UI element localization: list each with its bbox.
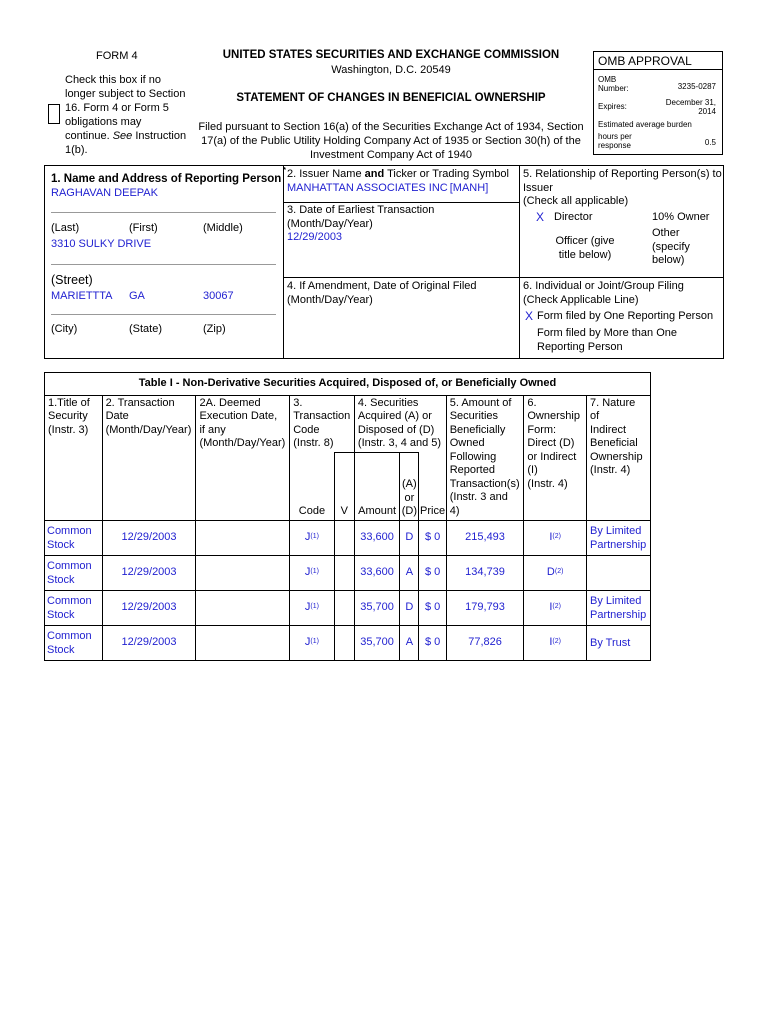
sub-header-price: Price — [419, 452, 446, 520]
amount-owned: 134,739 — [446, 555, 524, 590]
amount: 33,600 — [354, 555, 399, 590]
ownership-form: $I^{(2)}$ — [524, 590, 587, 625]
omb-approval-box — [593, 51, 723, 155]
price: $ 0 — [419, 625, 446, 660]
reporting-person-name: RAGHAVAN DEEPAK — [51, 187, 158, 199]
box5-label: 5. Relationship of Reporting Person(s) to Issuer (Check all applicable) — [523, 168, 722, 207]
amount: 35,700 — [354, 590, 399, 625]
street-value: 3310 SULKY DRIVE — [51, 238, 152, 250]
earliest-transaction-date: 12/29/2003 — [287, 231, 343, 243]
deemed-date — [196, 590, 290, 625]
ten-percent-owner-label: 10% Owner — [652, 211, 710, 223]
last-label: (Last) — [51, 222, 80, 234]
transaction-v — [334, 625, 354, 660]
omb-hours-value: 0.5 — [704, 138, 716, 147]
transaction-date: 12/29/2003 — [102, 555, 196, 590]
amount-owned: 77,826 — [446, 625, 524, 660]
box6-label: 6. Individual or Joint/Group Filing (Check Applicable Line) — [523, 280, 684, 306]
price: $ 0 — [419, 520, 446, 555]
omb-title: OMB APPROVAL — [594, 52, 722, 70]
transaction-code: $J^{(1)}$ — [290, 590, 334, 625]
acquired-or-disposed: D — [400, 520, 419, 555]
state-value: GA — [129, 290, 145, 302]
form-number: FORM 4 — [96, 50, 138, 62]
omb-number-label: OMB Number: — [598, 75, 629, 93]
col-header-code: 3. Transaction Code (Instr. 8) — [290, 395, 355, 452]
table-title: Table I - Non-Derivative Securities Acquired, Disposed of, or Beneficially Owned — [45, 373, 651, 396]
acquired-or-disposed: A — [400, 555, 419, 590]
checkbox-instruction-text: Check this box if no longer subject to Section 16. Form 4 or Form 5 obligations may continue. See Instruction 1(b). — [65, 74, 187, 156]
col-header-title: 1.Title of Security (Instr. 3) — [45, 395, 103, 520]
omb-number-value: 3235-0287 — [677, 82, 716, 91]
deemed-date — [196, 625, 290, 660]
col-header-amount-owned: 5. Amount of Securities Beneficially Owned Following Reported Transaction(s) (Instr. 3 and 4) — [446, 395, 524, 520]
filed-pursuant-text: Filed pursuant to Section 16(a) of the Securities Exchange Act of 1934, Section 17(a) of the Public Utility Holding Company Act of 1935 or Section 30(h) of the Investment Company Act of 1940 — [198, 121, 584, 161]
security-title: Common Stock — [45, 520, 103, 555]
commission-title: UNITED STATES SECURITIES AND EXCHANGE COMMISSION — [222, 49, 560, 61]
director-label: Director — [554, 211, 593, 223]
non-derivative-table — [44, 372, 651, 661]
other-label: Other (specify below) — [652, 227, 690, 266]
middle-label: (Middle) — [203, 222, 243, 234]
omb-expires-label: Expires: — [598, 102, 627, 111]
reporting-info-box — [44, 165, 724, 359]
omb-burden-label: Estimated average burden — [598, 120, 692, 129]
transaction-date: 12/29/2003 — [102, 520, 196, 555]
nature-of-ownership — [586, 555, 650, 590]
omb-expires-value: December 31, 2014 — [665, 98, 716, 116]
box1-label: 1. Name and Address of Reporting Person* — [51, 167, 286, 185]
city-value: MARIETTTA — [51, 290, 113, 302]
ownership-form: $D^{(2)}$ — [524, 555, 587, 590]
col-header-nature: 7. Nature of Indirect Beneficial Ownership (Instr. 4) — [586, 395, 650, 520]
sub-header-v: V — [334, 452, 354, 520]
sub-header-amount: Amount — [354, 452, 399, 520]
city-label: (City) — [51, 323, 78, 335]
transaction-v — [334, 590, 354, 625]
commission-city: Washington, D.C. 20549 — [331, 64, 451, 76]
officer-label: Officer (give title below) — [555, 235, 615, 261]
omb-hours-label: hours per response — [598, 132, 632, 150]
amount-owned: 179,793 — [446, 590, 524, 625]
sub-header-a-or-d: (A) or (D) — [400, 452, 419, 520]
table-row — [45, 520, 651, 555]
one-person-label: Form filed by One Reporting Person — [537, 310, 714, 322]
nature-of-ownership: By Limited Partnership — [586, 590, 650, 625]
security-title: Common Stock — [45, 590, 103, 625]
col-header-deemed: 2A. Deemed Execution Date, if any (Month/Day/Year) — [196, 395, 290, 520]
ownership-form: $I^{(2)}$ — [524, 625, 587, 660]
no-longer-subject-checkbox[interactable] — [48, 104, 60, 124]
amount: 33,600 — [354, 520, 399, 555]
nature-of-ownership: By Trust — [586, 625, 650, 660]
transaction-date: 12/29/2003 — [102, 625, 196, 660]
table-row — [45, 625, 651, 660]
amount-owned: 215,493 — [446, 520, 524, 555]
price: $ 0 — [419, 555, 446, 590]
box2-label: 2. Issuer Name and Ticker or Trading Symbol — [287, 168, 509, 180]
nature-of-ownership: By Limited Partnership — [586, 520, 650, 555]
box3-label: 3. Date of Earliest Transaction (Month/Day/Year) — [287, 204, 435, 230]
transaction-v — [334, 555, 354, 590]
box4-label: 4. If Amendment, Date of Original Filed (Month/Day/Year) — [287, 280, 477, 306]
statement-title: STATEMENT OF CHANGES IN BENEFICIAL OWNERSHIP — [236, 92, 546, 104]
deemed-date — [196, 555, 290, 590]
zip-value: 30067 — [203, 290, 234, 302]
ownership-form: $I^{(2)}$ — [524, 520, 587, 555]
acquired-or-disposed: D — [400, 590, 419, 625]
sub-header-code: Code — [290, 452, 334, 520]
first-label: (First) — [129, 222, 158, 234]
transaction-v — [334, 520, 354, 555]
acquired-or-disposed: A — [400, 625, 419, 660]
table-row — [45, 555, 651, 590]
col-header-date: 2. Transaction Date (Month/Day/Year) — [102, 395, 196, 520]
security-title: Common Stock — [45, 625, 103, 660]
street-label: (Street) — [51, 273, 93, 287]
issuer-name: MANHATTAN ASSOCIATES INC [MANH] — [287, 182, 489, 194]
state-label: (State) — [129, 323, 163, 335]
director-mark[interactable]: X — [536, 210, 545, 224]
transaction-code: $J^{(1)}$ — [290, 555, 334, 590]
security-title: Common Stock — [45, 555, 103, 590]
price: $ 0 — [419, 590, 446, 625]
more-persons-label: Form filed by More than One Reporting Person — [537, 327, 678, 353]
col-header-securities: 4. Securities Acquired (A) or Disposed of (D) (Instr. 3, 4 and 5) — [354, 395, 446, 452]
zip-label: (Zip) — [203, 323, 226, 335]
col-header-ownership-form: 6. Ownership Form: Direct (D) or Indirect (I) (Instr. 4) — [524, 395, 587, 520]
one-person-mark[interactable]: X — [525, 309, 534, 323]
transaction-code: $J^{(1)}$ — [290, 520, 334, 555]
transaction-code: $J^{(1)}$ — [290, 625, 334, 660]
deemed-date — [196, 520, 290, 555]
transaction-date: 12/29/2003 — [102, 590, 196, 625]
amount: 35,700 — [354, 625, 399, 660]
table-row — [45, 590, 651, 625]
